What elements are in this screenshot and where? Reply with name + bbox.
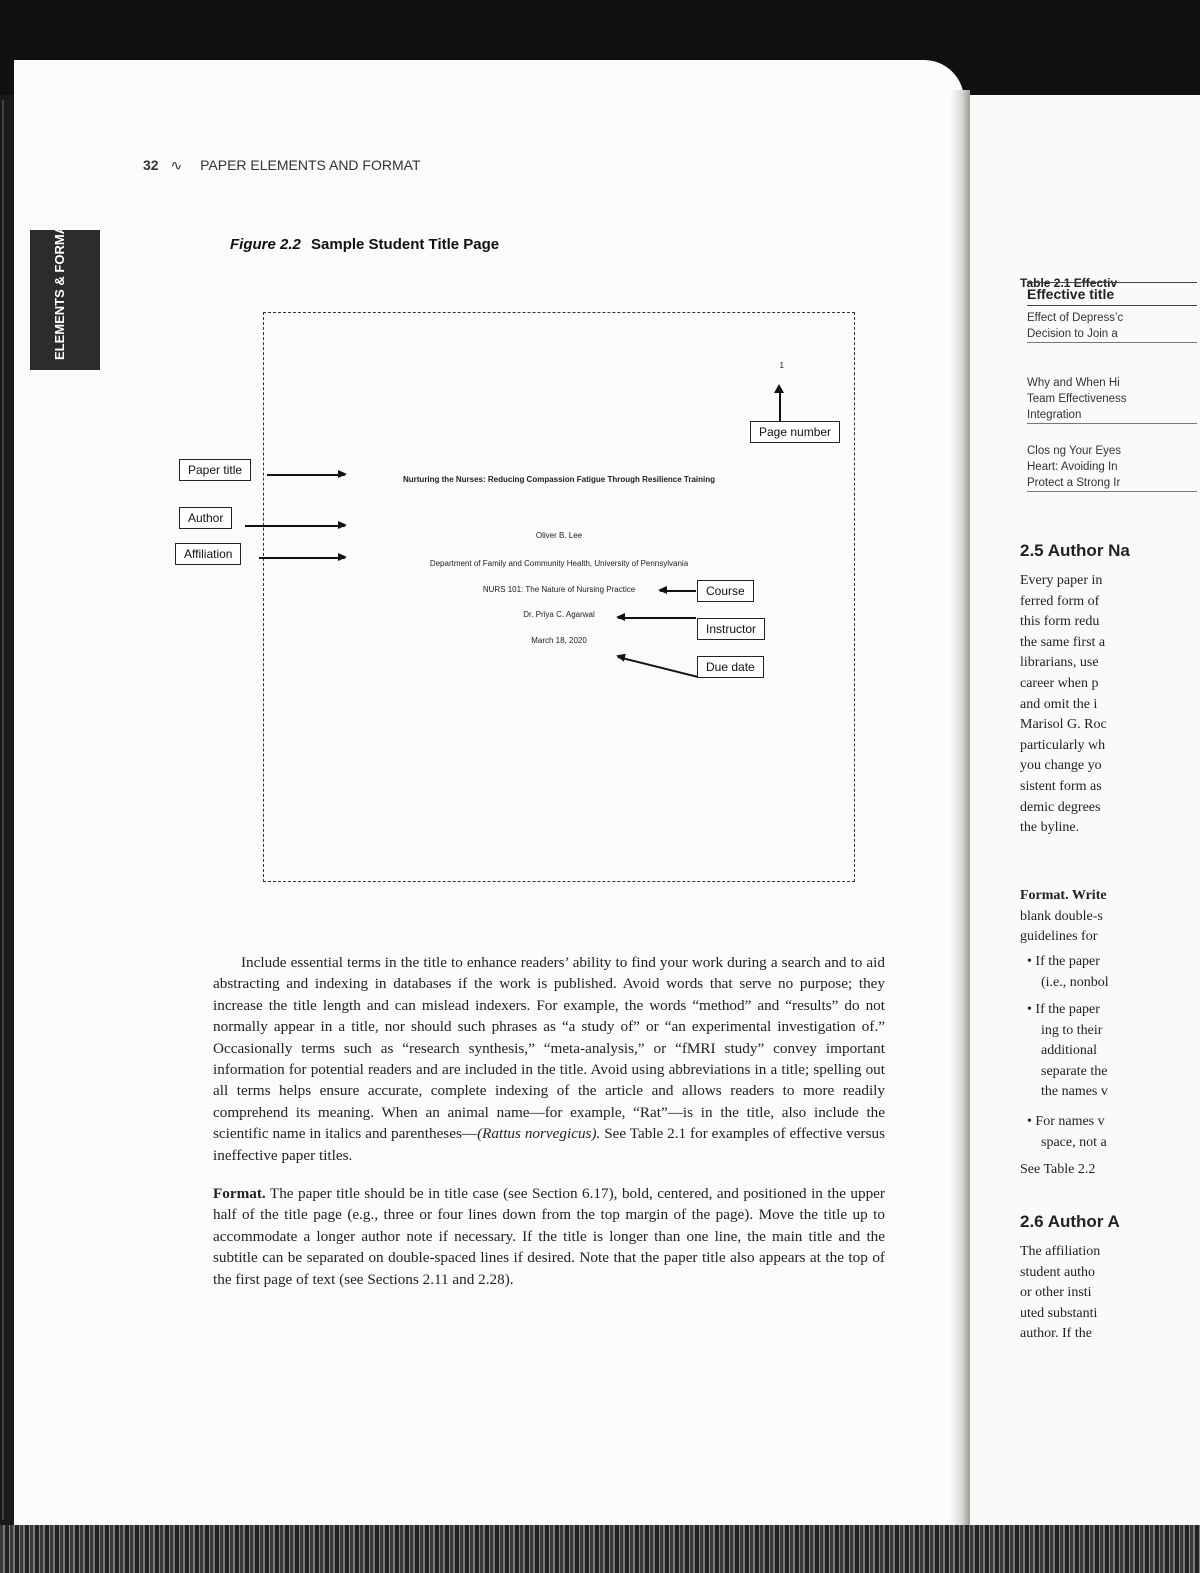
text-line: demic degrees xyxy=(1020,799,1101,815)
arrow-author xyxy=(245,525,345,527)
callout-instructor: Instructor xyxy=(697,618,765,640)
text-line: For names v xyxy=(1035,1114,1105,1129)
running-head-title: PAPER ELEMENTS AND FORMAT xyxy=(200,157,421,173)
section-heading-2-5: 2.5 Author Na xyxy=(1020,541,1130,560)
text-line: and omit the i xyxy=(1020,696,1098,712)
figure-title: Sample Student Title Page xyxy=(311,236,500,253)
table-cell: Protect a Strong Ir xyxy=(1027,477,1121,489)
table-row xyxy=(1027,443,1197,492)
callout-affiliation: Affiliation xyxy=(175,543,241,565)
figure-caption xyxy=(230,236,499,253)
paragraph-affiliation xyxy=(1020,1242,1195,1345)
paragraph-author-names xyxy=(1020,571,1195,839)
sample-author: Oliver B. Lee xyxy=(535,531,583,540)
paragraph-author-format xyxy=(1020,886,1195,948)
text-line: The affiliation xyxy=(1020,1244,1101,1259)
text-line: additional xyxy=(1041,1043,1097,1059)
side-tab-label: ELEMENTS & FORMAT xyxy=(52,217,67,360)
section-heading-2-6: 2.6 Author A xyxy=(1020,1212,1120,1231)
paragraph-text: Include essential terms in the title to enhance readers’ ability to find your work during a search and to aid abstracting and indexing in databases if the work is published. Avoid words that serve no purpose; they increase the title length and can mislead indexers. For example, the words “method” and “results” do not normally appear in a title, nor should such phrases as “a study of” or “an experimental investigation of.” Occasionally terms such as “research synthesis,” “meta-analysis,” or “fMRI study” convey important information for potential readers and are included in the title. Avoid using abbreviations in a title; spelling out all terms helps ensure accurate, complete indexing of the article and allows readers to more readily comprehend its meaning. When an animal name—for example, “Rat”—is in the title, also include the scientific name in italics and parentheses— xyxy=(213,954,885,1143)
text-line: career when p xyxy=(1020,675,1099,691)
text-line: ferred form of xyxy=(1020,593,1100,609)
see-table-line: See Table 2.2 xyxy=(1020,1162,1096,1177)
list-item xyxy=(1027,952,1197,993)
text-line: author. If the xyxy=(1020,1326,1092,1342)
figure-label: Figure 2.2 xyxy=(230,236,301,253)
ornament-icon: ∿ xyxy=(170,157,183,173)
callout-due-date: Due date xyxy=(697,656,764,678)
text-line: blank double-s xyxy=(1020,908,1103,924)
list-item xyxy=(1027,1000,1197,1103)
text-line: If the paper xyxy=(1035,954,1100,969)
table-cell: Integration xyxy=(1027,409,1082,421)
list-item xyxy=(1027,1112,1197,1153)
paragraph-title-format xyxy=(213,1183,885,1290)
text-line: ing to their xyxy=(1041,1022,1103,1038)
table-cell: Heart: Avoiding In xyxy=(1027,461,1118,473)
section-side-tab xyxy=(30,217,100,370)
bullet-line: • If the paper xyxy=(1027,1002,1100,1017)
text-line: Marisol G. Roc xyxy=(1020,717,1107,733)
bullet-line: • For names v xyxy=(1027,1114,1105,1129)
text-line: guidelines for xyxy=(1020,929,1098,945)
text-line: sistent form as xyxy=(1020,778,1102,794)
text-line: or other insti xyxy=(1020,1285,1092,1301)
text-line: space, not a xyxy=(1041,1134,1107,1150)
text-line: (i.e., nonbol xyxy=(1041,974,1109,990)
text-line: the names v xyxy=(1041,1084,1108,1100)
sample-due-date: March 18, 2020 xyxy=(531,636,587,645)
sample-course: NURS 101: The Nature of Nursing Practice xyxy=(482,585,636,594)
text-line: Format. Write xyxy=(1020,888,1107,903)
text-line: the byline. xyxy=(1020,820,1080,836)
table-cell: Decision to Join a xyxy=(1027,328,1118,340)
sample-paper-title: Nurturing the Nurses: Reducing Compassion Fatigue Through Resilience Training xyxy=(402,475,716,484)
running-head xyxy=(143,157,421,174)
text-line: particularly wh xyxy=(1020,737,1106,753)
arrow-course xyxy=(660,590,696,592)
callout-paper-title: Paper title xyxy=(179,459,251,481)
paragraph-title-terms xyxy=(213,952,885,1166)
callout-page-number: Page number xyxy=(750,421,840,443)
page-number: 32 xyxy=(143,157,159,173)
arrow-affiliation xyxy=(259,557,345,559)
table-cell: Team Effectiveness xyxy=(1027,393,1127,405)
table-cell: Effect of Depress’c xyxy=(1027,312,1124,324)
page-edge-line xyxy=(2,100,4,1520)
table-header: Effective title xyxy=(1027,282,1197,306)
sample-page-number: 1 xyxy=(779,361,784,370)
text-line: the same first a xyxy=(1020,634,1106,650)
sample-affiliation: Department of Family and Community Health, University of Pennsylvania xyxy=(429,559,689,568)
text-line: you change yo xyxy=(1020,758,1102,774)
format-text: The paper title should be in title case (see Section 6.17), bold, centered, and positioned in the upper half of the title page (e.g., three or four lines down from the top margin of the page). Move the title up to accommodate a longer author note if necessary. If the title is longer than one line, the main title and the subtitle can be separated on double-spaced lines if desired. Note that the paper title also appears at the top of the first page of text (see Sections 2.11 and 2.28). xyxy=(213,1185,885,1288)
scan-bottom-edge xyxy=(0,1525,1200,1573)
sample-instructor: Dr. Priya C. Agarwal xyxy=(523,610,595,619)
paragraph-text-end: See Table 2.1 for examples of effective versus ineffective paper titles. xyxy=(213,1125,885,1164)
table-cell: Why and When Hi xyxy=(1027,377,1120,389)
arrow-head-page-number xyxy=(774,384,784,393)
table-caption: Table 2.1 Effectiv xyxy=(1020,276,1118,290)
bullet-line: • If the paper xyxy=(1027,954,1100,969)
text-line: Every paper in xyxy=(1020,573,1103,588)
table-row xyxy=(1027,310,1197,343)
callout-course: Course xyxy=(697,580,754,602)
text-line: uted substanti xyxy=(1020,1305,1098,1321)
text-line: student autho xyxy=(1020,1264,1096,1280)
callout-author: Author xyxy=(179,507,232,529)
arrow-paper-title xyxy=(267,474,345,476)
scientific-name: (Rattus norvegicus). xyxy=(477,1125,601,1143)
format-lead: Format. xyxy=(213,1185,266,1202)
table-cell: Clos ng Your Eyes xyxy=(1027,445,1121,457)
text-line: separate the xyxy=(1041,1063,1108,1079)
text-line: librarians, use xyxy=(1020,655,1099,671)
sample-title-page xyxy=(263,312,855,882)
arrow-instructor xyxy=(618,617,696,619)
text-line: this form redu xyxy=(1020,614,1100,630)
text-line: If the paper xyxy=(1035,1002,1100,1017)
table-row xyxy=(1027,375,1197,424)
book-gutter xyxy=(950,90,970,1530)
